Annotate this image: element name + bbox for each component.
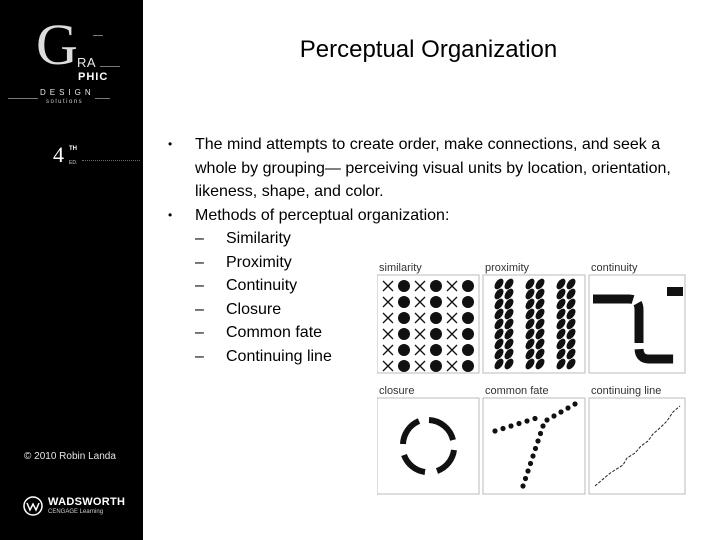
similarity-dot xyxy=(462,328,474,340)
similarity-dot xyxy=(430,344,442,356)
panel-common-fate xyxy=(483,398,585,494)
publisher-logo xyxy=(22,495,126,519)
dash-icon: – xyxy=(195,230,204,247)
dash-icon: – xyxy=(195,253,204,271)
similarity-dot xyxy=(430,296,442,308)
sub-item-text: Common fate xyxy=(226,324,323,341)
dash-icon: – xyxy=(195,347,204,365)
common-fate-dot xyxy=(535,438,540,443)
sub-item xyxy=(195,227,705,251)
logo-divider xyxy=(93,35,103,36)
logo-divider xyxy=(8,98,38,99)
common-fate-dot xyxy=(530,453,535,458)
similarity-dot xyxy=(398,328,410,340)
bullet-text: The mind attempts to create order, make connections, and seek a whole by grouping— perceiving visual units by location, orientation, likeness, shape, and color. xyxy=(195,136,671,200)
edition-suffix: TH xyxy=(69,146,77,152)
similarity-dot xyxy=(430,328,442,340)
common-fate-dot xyxy=(551,413,556,418)
logo-divider xyxy=(100,66,120,67)
common-fate-dot xyxy=(533,446,538,451)
common-fate-dot xyxy=(572,401,577,406)
panel-closure xyxy=(377,398,479,494)
common-fate-dot xyxy=(540,423,545,428)
similarity-dot xyxy=(398,312,410,324)
panel-label-proximity: proximity xyxy=(485,262,530,274)
bullet-icon: • xyxy=(168,137,173,151)
common-fate-dot xyxy=(528,461,533,466)
sub-item-text: Similarity xyxy=(226,230,291,247)
bullet-icon: • xyxy=(168,207,173,222)
logo-g: G xyxy=(36,12,78,77)
panel-label-continuity: continuity xyxy=(591,262,638,274)
common-fate-dot xyxy=(524,418,529,423)
edition-number: 4 xyxy=(53,142,64,167)
common-fate-dot xyxy=(532,416,537,421)
similarity-dot xyxy=(398,280,410,292)
dash-icon: – xyxy=(195,300,204,318)
common-fate-dot xyxy=(516,421,521,426)
edition-rule xyxy=(82,160,140,161)
common-fate-dot xyxy=(520,483,525,488)
similarity-dot xyxy=(462,344,474,356)
common-fate-dot xyxy=(565,405,570,410)
panel-label-closure: closure xyxy=(379,385,415,397)
sub-item-text: Continuing line xyxy=(226,347,332,365)
sub-item-text: Closure xyxy=(226,300,282,318)
common-fate-dot xyxy=(500,426,505,431)
edition-label: ED. xyxy=(69,160,78,166)
logo-divider xyxy=(95,98,110,99)
sidebar xyxy=(0,0,143,540)
panel-label-common-fate: common fate xyxy=(485,385,549,397)
similarity-dot xyxy=(398,360,410,372)
gestalt-figure xyxy=(377,260,687,495)
similarity-dot xyxy=(462,296,474,308)
common-fate-dot xyxy=(525,468,530,473)
copyright: © 2010 Robin Landa xyxy=(24,451,116,462)
sub-item-text: Continuity xyxy=(226,277,298,294)
continuity-dash xyxy=(667,287,683,296)
dash-icon: – xyxy=(195,277,204,294)
slide-title: Perceptual Organization xyxy=(299,36,558,63)
logo-solutions: solutions xyxy=(46,99,84,105)
panel-label-continuing-line: continuing line xyxy=(591,385,662,397)
logo-design: DESIGN xyxy=(40,88,95,97)
common-fate-dot xyxy=(523,476,528,481)
panel-label-similarity: similarity xyxy=(379,262,422,274)
publisher-name: WADSWORTH xyxy=(48,496,126,508)
similarity-dot xyxy=(430,360,442,372)
similarity-dot xyxy=(462,360,474,372)
similarity-dot xyxy=(430,280,442,292)
logo-ra: RA xyxy=(77,55,97,70)
common-fate-dot xyxy=(508,423,513,428)
similarity-dot xyxy=(398,344,410,356)
common-fate-dot xyxy=(492,428,497,433)
bullet-text: Methods of perceptual organization: xyxy=(195,206,450,224)
sub-item-text: Proximity xyxy=(226,253,292,271)
common-fate-dot xyxy=(538,431,543,436)
similarity-dot xyxy=(430,312,442,324)
dash-icon: – xyxy=(195,324,204,341)
bullet-item xyxy=(165,133,705,204)
publisher-sub: CENGAGE Learning xyxy=(48,509,104,515)
similarity-dot xyxy=(462,312,474,324)
common-fate-dot xyxy=(558,409,563,414)
similarity-dot xyxy=(462,280,474,292)
similarity-dot xyxy=(398,296,410,308)
wadsworth-icon xyxy=(22,495,44,517)
panel-continuing-line xyxy=(589,398,685,494)
logo-phic: PHIC xyxy=(78,71,109,83)
common-fate-dot xyxy=(544,417,549,422)
